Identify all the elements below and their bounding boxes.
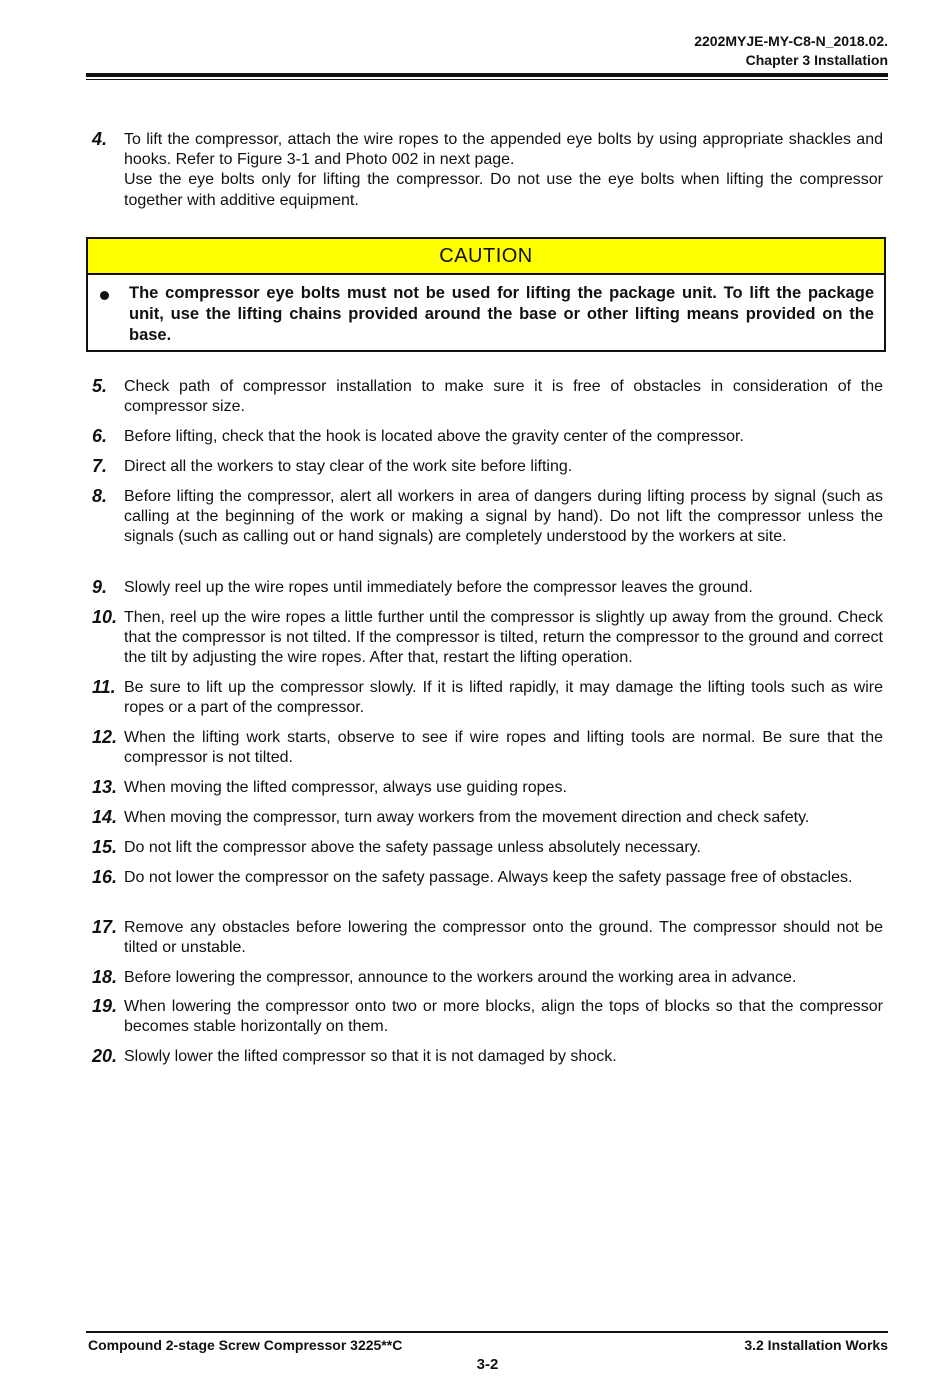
list-item [92,728,883,768]
step-text: When lowering the compressor onto two or more blocks, align the tops of blocks so that the compressor becomes stable horizontally on them. [124,998,883,1036]
step-number: 17. [92,917,118,937]
list-item [92,1047,883,1067]
step-text: Remove any obstacles before lowering the compressor onto the ground. The compressor should not be tilted or unstable. [124,919,883,957]
step-text: When moving the lifted compressor, always use guiding ropes. [124,779,567,796]
list-item [92,997,883,1037]
list-item [92,918,883,958]
footer-product-name: Compound 2-stage Screw Compressor 3225**C [88,1337,403,1353]
footer-rule [86,1331,888,1333]
step-number: 6. [92,426,108,446]
step-number: 14. [92,807,118,827]
step-number: 13. [92,777,118,797]
step-number: 19. [92,996,118,1016]
step-number: 5. [92,376,108,396]
chapter-title: Chapter 3 Installation [745,52,888,68]
list-item [92,377,883,417]
step-text: Before lowering the compressor, announce to the workers around the working area in advance. [124,969,797,986]
list-item [92,868,883,888]
caution-body [88,275,884,346]
step-text-continued: Use the eye bolts only for lifting the compressor. Do not use the eye bolts when lifting the compressor together with additive equipment. [124,171,883,209]
page-number: 3-2 [476,1356,499,1373]
header-rule-thin [86,79,888,80]
footer-section-name: 3.2 Installation Works [744,1337,888,1353]
step-text: Do not lower the compressor on the safety passage. Always keep the safety passage free of obstacles. [124,869,853,886]
step-text: When moving the compressor, turn away workers from the movement direction and check safety. [124,809,810,826]
step-number: 7. [92,456,108,476]
step-number: 11. [92,677,116,697]
document-id: 2202MYJE-MY-C8-N_2018.02. [694,33,888,49]
list-item [92,608,883,669]
list-item [92,968,883,988]
step-text: Check path of compressor installation to make sure it is free of obstacles in consideration of the compressor size. [124,378,883,416]
caution-title: CAUTION [439,244,533,267]
step-number: 15. [92,837,118,857]
step-number: 8. [92,486,108,506]
step-number: 10. [92,607,118,627]
step-text: Direct all the workers to stay clear of the work site before lifting. [124,458,573,475]
list-item [92,838,883,858]
list-item [92,778,883,798]
list-item [92,457,883,477]
caution-box [86,237,886,352]
header-rule [86,73,888,77]
caution-header [88,239,884,275]
step-number: 18. [92,967,118,987]
step-text: Slowly reel up the wire ropes until immediately before the compressor leaves the ground. [124,579,753,596]
list-item [92,487,883,548]
bullet-icon [100,291,109,300]
step-text: Before lifting, check that the hook is located above the gravity center of the compressor. [124,428,744,445]
caution-text: The compressor eye bolts must not be used for lifting the package unit. To lift the package unit, use the lifting chains provided around the base or other lifting means provided on the base. [129,284,874,344]
step-number: 16. [92,867,118,887]
step-text: Do not lift the compressor above the safety passage unless absolutely necessary. [124,839,701,856]
list-item [92,427,883,447]
step-text: To lift the compressor, attach the wire ropes to the appended eye bolts by using appropriate shackles and hooks. Refer to Figure 3-1 and Photo 002 in next page. [124,131,883,169]
step-text: Slowly lower the lifted compressor so that it is not damaged by shock. [124,1048,617,1065]
list-item [92,678,883,718]
page-header [694,32,888,70]
list-item [92,130,883,211]
step-text: When the lifting work starts, observe to see if wire ropes and lifting tools are normal. Be sure that the compressor is not tilted. [124,729,883,767]
step-number: 4. [92,129,108,149]
list-item [92,808,883,828]
step-number: 20. [92,1046,118,1066]
step-number: 12. [92,727,118,747]
step-text: Before lifting the compressor, alert all workers in area of dangers during lifting process by signal (such as calling at the beginning of the work or making a signal by hand). Do not lift the compressor unless the signals (such as calling out or hand signals) are completely understood by the workers at site. [124,488,883,546]
step-number: 9. [92,577,108,597]
step-text: Then, reel up the wire ropes a little further until the compressor is slightly up away from the ground. Check that the compressor is not tilted. If the compressor is tilted, return the compressor to the ground and correct the tilt by adjusting the wire ropes. After that, restart the lifting operation. [124,609,883,667]
step-text: Be sure to lift up the compressor slowly. If it is lifted rapidly, it may damage the lifting tools such as wire ropes or a part of the compressor. [124,679,883,717]
list-item [92,578,883,598]
